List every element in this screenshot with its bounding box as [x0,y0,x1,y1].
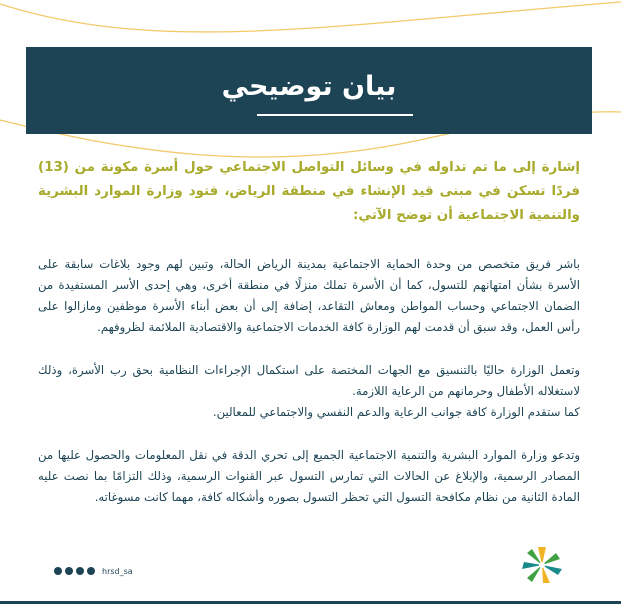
intro-paragraph: إشارة إلى ما تم تداوله في وسائل التواصل الاجتماعي حول أسرة مكونة من (13) فردًا تسكن في مبنى قيد الإنشاء في منطقة الرياض، فتود وزارة الموارد البشرية والتنمية الاجتماعية أن توضح الآتي: [38,160,580,223]
paragraph-2: وتعمل الوزارة حاليًا بالتنسيق مع الجهات المختصة على استكمال الإجراءات النظامية بحق رب الأسرة، وذلك لاستغلاله الأطفال وحرمانهم من الرعاية اللازمة. [38,363,580,398]
twitter-icon[interactable] [54,567,62,575]
title-banner [26,47,592,134]
social-links [54,564,133,578]
social-handle[interactable]: hrsd_sa [102,566,133,576]
ministry-logo [518,543,566,585]
bottom-rule [0,601,621,604]
title-underline [257,114,413,116]
facebook-icon[interactable] [76,567,84,575]
statement-body [38,156,580,530]
paragraph-4: وتدعو وزارة الموارد البشرية والتنمية الاجتماعية الجميع إلى تحري الدقة في نقل المعلومات والحصول عليها من المصادر الرسمية، والإبلاغ عن الحالات التي تمارس التسول عبر القنوات الرسمية، وذلك التزامًا بما نصت عليه المادة الثانية من نظام مكافحة التسول التي تحظر التسول بصوره وأشكاله كافة، مهما كانت مسوغاته. [38,448,580,504]
paragraph-1: باشر فريق متخصص من وحدة الحماية الاجتماعية بمدينة الرياض الحالة، وتبين لهم وجود بلاغات سابقة على الأسرة بشأن امتهانهم للتسول، كما أن الأسرة تملك منزلًا في منطقة أخرى، وهي إحدى الأسر المستفيدة من الضمان الاجتماعي وحساب المواطن ومعاش التقاعد، إضافة إلى أن بعض أبناء الأسرة موظفين ومازالوا على رأس العمل، وقد سبق أن قدمت لهم الوزارة كافة الخدمات الاجتماعية والاقتصادية الملائمة لظروفهم. [38,257,580,334]
youtube-icon[interactable] [65,567,73,575]
instagram-icon[interactable] [87,567,95,575]
paragraph-3: كما ستقدم الوزارة كافة جوانب الرعاية والدعم النفسي والاجتماعي للمعالين. [212,405,580,419]
page-title: بيان توضيحي [221,71,397,102]
